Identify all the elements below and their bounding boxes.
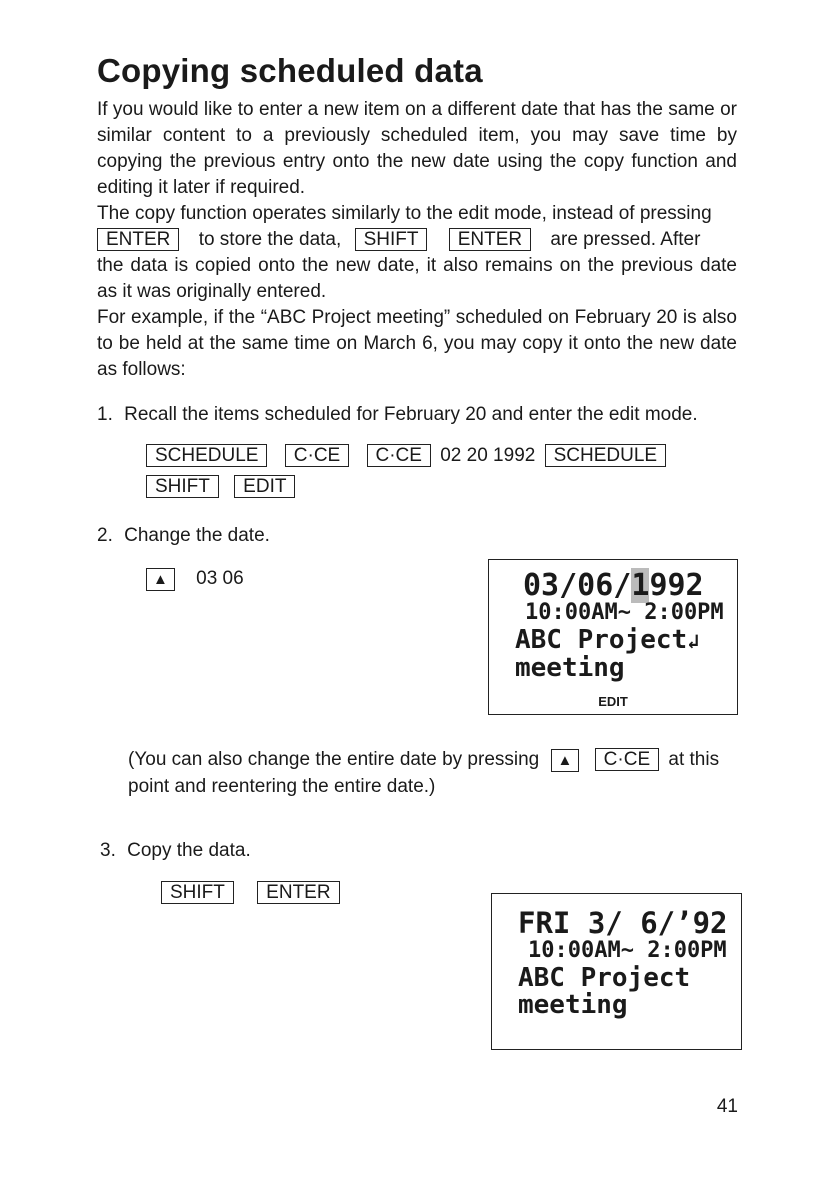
step-number: 1. — [97, 404, 113, 425]
step-number: 3. — [100, 840, 116, 861]
shift-key: SHIFT — [161, 881, 234, 904]
step-number: 2. — [97, 525, 113, 546]
enter-key: ENTER — [257, 881, 339, 904]
step-3-keys — [161, 880, 342, 906]
step-2-keys — [146, 566, 244, 592]
lcd-title-line2: meeting — [518, 990, 628, 1020]
schedule-key: SCHEDULE — [545, 444, 666, 467]
shift-key: SHIFT — [146, 475, 219, 498]
lcd-display-edit — [488, 559, 738, 715]
step-1 — [97, 402, 698, 428]
enter-key: ENTER — [449, 228, 531, 251]
return-arrow-icon: ↲ — [687, 629, 700, 653]
lcd-display-copied — [491, 893, 742, 1050]
lcd-date: 03/06/1992 — [523, 568, 704, 603]
copy-line-part1: to store the data, — [198, 229, 342, 250]
step-2 — [97, 523, 270, 549]
copy-keys-line — [97, 227, 700, 253]
up-arrow-key: ▲ — [551, 749, 580, 772]
lcd-title-line2: meeting — [515, 653, 625, 683]
lcd-cursor: 1 — [631, 568, 650, 603]
example-text: For example, if the “ABC Project meeting” scheduled on February 20 is also to be held at the same time on March 6, you may copy it onto the new date as follows: — [97, 307, 737, 380]
cce-key: C·CE — [367, 444, 431, 467]
lcd-time: 10:00AM~ 2:00PM — [528, 938, 727, 963]
lcd-mode-indicator: EDIT — [598, 694, 628, 709]
copy-function-text: The copy function operates similarly to the edit mode, instead of pressing — [97, 203, 712, 224]
page-title: Copying scheduled data — [97, 52, 483, 89]
lcd-date: FRI 3/ 6/’92 — [518, 906, 728, 940]
edit-key: EDIT — [234, 475, 295, 498]
intro-paragraph: If you would like to enter a new item on a different date that has the same or similar content to a previously scheduled item, you may save time by copying the previous entry onto the new date using the copy function and editing it later if required. — [97, 99, 737, 198]
step-2-entry: 03 06 — [196, 568, 244, 589]
step-1-keys-row1 — [146, 443, 668, 469]
step-2-note: (You can also change the entire date by pressing ▲ C·CE at this — [128, 749, 720, 770]
step-2-note-cont: point and reentering the entire date.) — [128, 776, 436, 797]
lcd-title-line1: ABC Project↲ — [515, 625, 700, 655]
up-arrow-key: ▲ — [146, 568, 175, 591]
step-text: Change the date. — [124, 525, 270, 546]
step-text: Copy the data. — [127, 840, 251, 861]
schedule-key: SCHEDULE — [146, 444, 267, 467]
copy-line-part2: are pressed. After — [550, 229, 701, 250]
step-1-keys-row2 — [146, 474, 297, 500]
enter-key: ENTER — [97, 228, 179, 251]
step-1-entry: 02 20 1992 — [440, 445, 536, 466]
page-number: 41 — [716, 1096, 738, 1117]
cce-key: C·CE — [285, 444, 349, 467]
step-3 — [100, 838, 251, 864]
after-copy-text: the data is copied onto the new date, it also remains on the previous date as it was originally entered. — [97, 255, 737, 302]
step-text: Recall the items scheduled for February 20 and enter the edit mode. — [124, 404, 698, 425]
lcd-time: 10:00AM~ 2:00PM — [525, 600, 724, 625]
shift-key: SHIFT — [355, 228, 428, 251]
lcd-title-line1: ABC Project — [518, 963, 691, 993]
cce-key: C·CE — [595, 748, 659, 771]
